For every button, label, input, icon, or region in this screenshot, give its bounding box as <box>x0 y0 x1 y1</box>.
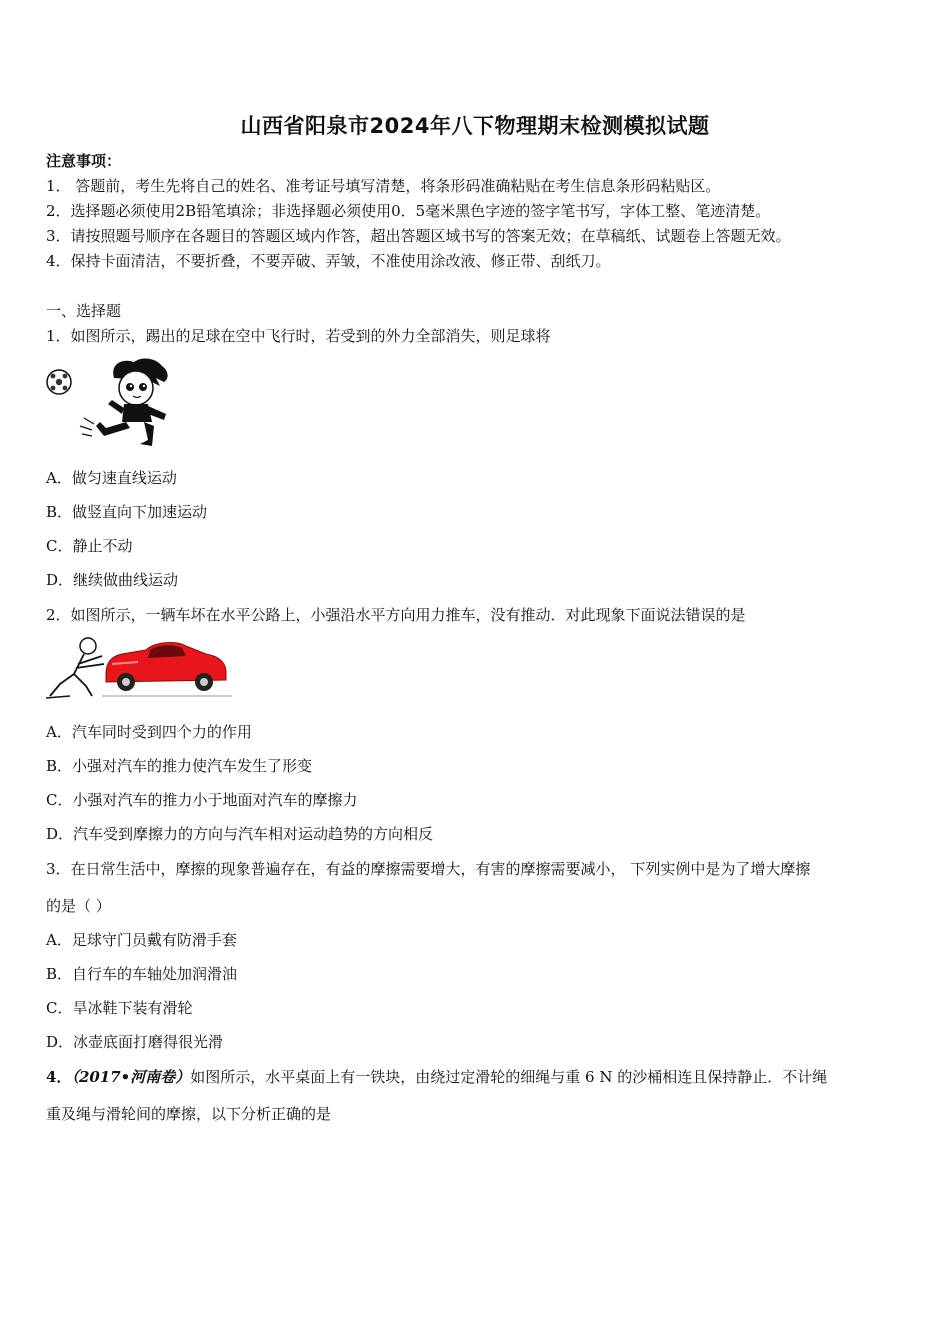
question-3-option-a: A．足球守门员戴有防滑手套 <box>46 931 237 949</box>
notice-item-3: 3．请按照题号顺序在各题目的答题区域内作答，超出答题区域书写的答案无效；在草稿纸、试题卷上答题无效。 <box>46 227 791 245</box>
question-1-option-a: A．做匀速直线运动 <box>46 469 177 487</box>
question-4-stem-text: 如图所示，水平桌面上有一铁块，由绕过定滑轮的细绳与重 6 N 的沙桶相连且保持静止．不计绳 <box>190 1068 828 1086</box>
notice-item-4: 4．保持卡面清洁，不要折叠，不要弄破、弄皱，不准使用涂改液、修正带、刮纸刀。 <box>46 252 611 270</box>
question-2-option-a: A．汽车同时受到四个力的作用 <box>46 723 252 741</box>
question-1-option-b: B．做竖直向下加速运动 <box>46 503 208 521</box>
question-1-option-c: C．静止不动 <box>46 537 133 555</box>
notice-item-2: 2．选择题必须使用2B铅笔填涂；非选择题必须使用0．5毫米黑色字迹的签字笔书写，字体工整、笔迹清楚。 <box>46 202 771 220</box>
question-1-stem: 1．如图所示，踢出的足球在空中飞行时，若受到的外力全部消失，则足球将 <box>46 327 551 345</box>
question-4-number: 4． <box>46 1068 72 1086</box>
soccer-kick-figure-icon <box>44 356 174 448</box>
question-3-stem-line1: 3．在日常生活中，摩擦的现象普遍存在，有益的摩擦需要增大，有害的摩擦需要减小， 下列实例中是为了增大摩擦 <box>46 860 811 878</box>
question-4-stem-line2: 重及绳与滑轮间的摩擦，以下分析正确的是 <box>46 1105 332 1123</box>
section-heading: 一、选择题 <box>46 302 122 320</box>
push-car-figure-icon <box>46 634 232 702</box>
question-3-option-b: B．自行车的车轴处加润滑油 <box>46 965 238 983</box>
question-3-option-c: C．旱冰鞋下装有滑轮 <box>46 999 193 1017</box>
question-2-option-d: D．汽车受到摩擦力的方向与汽车相对运动趋势的方向相反 <box>46 825 434 843</box>
question-1-option-d: D．继续做曲线运动 <box>46 571 179 589</box>
question-2-stem: 2．如图所示，一辆车坏在水平公路上，小强沿水平方向用力推车，没有推动．对此现象下面说法错误的是 <box>46 606 746 624</box>
question-2-option-b: B．小强对汽车的推力使汽车发生了形变 <box>46 757 313 775</box>
page-title: 山西省阳泉市2024年八下物理期末检测模拟试题 <box>240 114 710 138</box>
notice-heading: 注意事项： <box>46 152 122 170</box>
question-2-option-c: C．小强对汽车的推力小于地面对汽车的摩擦力 <box>46 791 358 809</box>
question-3-stem-line2: 的是（ ） <box>46 897 111 915</box>
question-4-stem-line1 <box>46 1067 827 1087</box>
notice-item-1: 1． 答题前，考生先将自己的姓名、准考证号填写清楚，将条形码准确粘贴在考生信息条形码粘贴区。 <box>46 177 721 195</box>
question-4-source: （2017•河南卷） <box>71 1068 191 1086</box>
question-3-option-d: D．冰壶底面打磨得很光滑 <box>46 1033 224 1051</box>
